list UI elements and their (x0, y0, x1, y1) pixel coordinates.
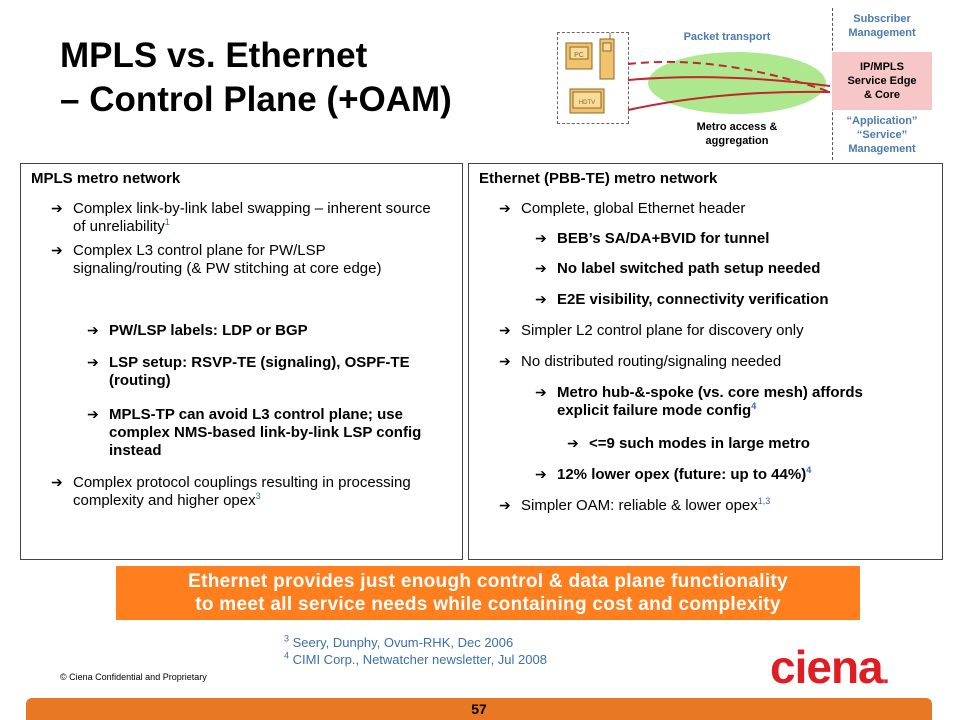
title-line-1: MPLS vs. Ethernet (60, 36, 368, 75)
references (284, 634, 547, 668)
banner-line-1: Ethernet provides just enough control & data plane functionality (188, 571, 788, 592)
copyright-text: © Ciena Confidential and Proprietary (60, 672, 207, 682)
list-item: ➔ Complete, global Ethernet header (499, 200, 746, 217)
footer-bar (26, 698, 932, 720)
list-item: ➔ MPLS-TP can avoid L3 control plane; use complex NMS-based link-by-link LSP config instead (87, 406, 422, 459)
slide-title (60, 34, 530, 122)
arrow-icon: ➔ (51, 200, 63, 216)
arrow-icon: ➔ (535, 260, 547, 276)
reference-4: $^4$ CIMI Corp., Netwatcher newsletter, Jul 2008 (284, 650, 547, 667)
summary-banner (116, 566, 860, 620)
list-item: ➔ Complex link-by-link label swapping – inherent source of unreliability$^1$ (51, 200, 431, 235)
subscriber-management-label: Subscriber Management (848, 13, 916, 39)
arrow-icon: ➔ (567, 435, 579, 451)
ethernet-panel-heading: Ethernet (PBB-TE) metro network (479, 170, 718, 187)
ciena-logo: ciena. (770, 641, 889, 693)
list-item: ➔ Simpler L2 control plane for discovery only (499, 322, 804, 339)
ethernet-panel (468, 163, 943, 560)
list-item: ➔ PW/LSP labels: LDP or BGP (87, 322, 308, 339)
ip-mpls-box: IP/MPLS Service Edge & Core (832, 52, 932, 110)
arrow-icon: ➔ (87, 406, 99, 422)
arrow-icon: ➔ (87, 322, 99, 338)
svg-text:HDTV: HDTV (578, 100, 596, 106)
packet-transport-label: Packet transport (683, 31, 771, 43)
list-item: ➔ No distributed routing/signaling needed (499, 353, 782, 370)
list-item: ➔ Complex protocol couplings resulting in processing complexity and higher opex$^3$ (51, 474, 411, 509)
list-item: ➔ BEB’s SA/DA+BVID for tunnel (535, 230, 770, 247)
arrow-icon: ➔ (535, 291, 547, 307)
list-item: ➔ Metro hub-&-spoke (vs. core mesh) affords explicit failure mode config$^4$ (535, 384, 863, 419)
arrow-icon: ➔ (535, 230, 547, 246)
list-item: ➔ 12% lower opex (future: up to 44%)$^4$ (535, 465, 812, 483)
title-line-2: – Control Plane (+OAM) (60, 80, 452, 119)
page-number: 57 (471, 701, 487, 717)
arrow-icon: ➔ (87, 354, 99, 370)
arrow-icon: ➔ (499, 497, 511, 513)
arrow-icon: ➔ (535, 466, 547, 482)
svg-text:PC: PC (574, 52, 584, 59)
arrow-icon: ➔ (51, 474, 63, 490)
list-item: ➔ No label switched path setup needed (535, 260, 821, 277)
mpls-panel (20, 163, 463, 560)
reference-3: $^3$ Seery, Dunphy, Ovum-RHK, Dec 2006 (284, 633, 514, 650)
arrow-icon: ➔ (51, 242, 63, 258)
list-item: ➔ Simpler OAM: reliable & lower opex$^{1,3}$ (499, 496, 771, 514)
application-service-management-label: “Application” “Service” Management (846, 115, 918, 155)
arrow-icon: ➔ (499, 353, 511, 369)
arrow-icon: ➔ (499, 200, 511, 216)
banner-line-2: to meet all service needs while containing cost and complexity (195, 594, 781, 615)
arrow-icon: ➔ (535, 384, 547, 400)
list-item: ➔ Complex L3 control plane for PW/LSP signaling/routing (& PW stitching at core edge) (51, 242, 382, 277)
list-item: ➔ LSP setup: RSVP-TE (signaling), OSPF-TE (routing) (87, 354, 410, 389)
mpls-panel-heading: MPLS metro network (31, 170, 181, 187)
list-item: ➔ <=9 such modes in large metro (567, 435, 810, 452)
metro-access-label: Metro access & aggregation (696, 121, 778, 147)
list-item: ➔ E2E visibility, connectivity verification (535, 291, 829, 308)
arrow-icon: ➔ (499, 322, 511, 338)
